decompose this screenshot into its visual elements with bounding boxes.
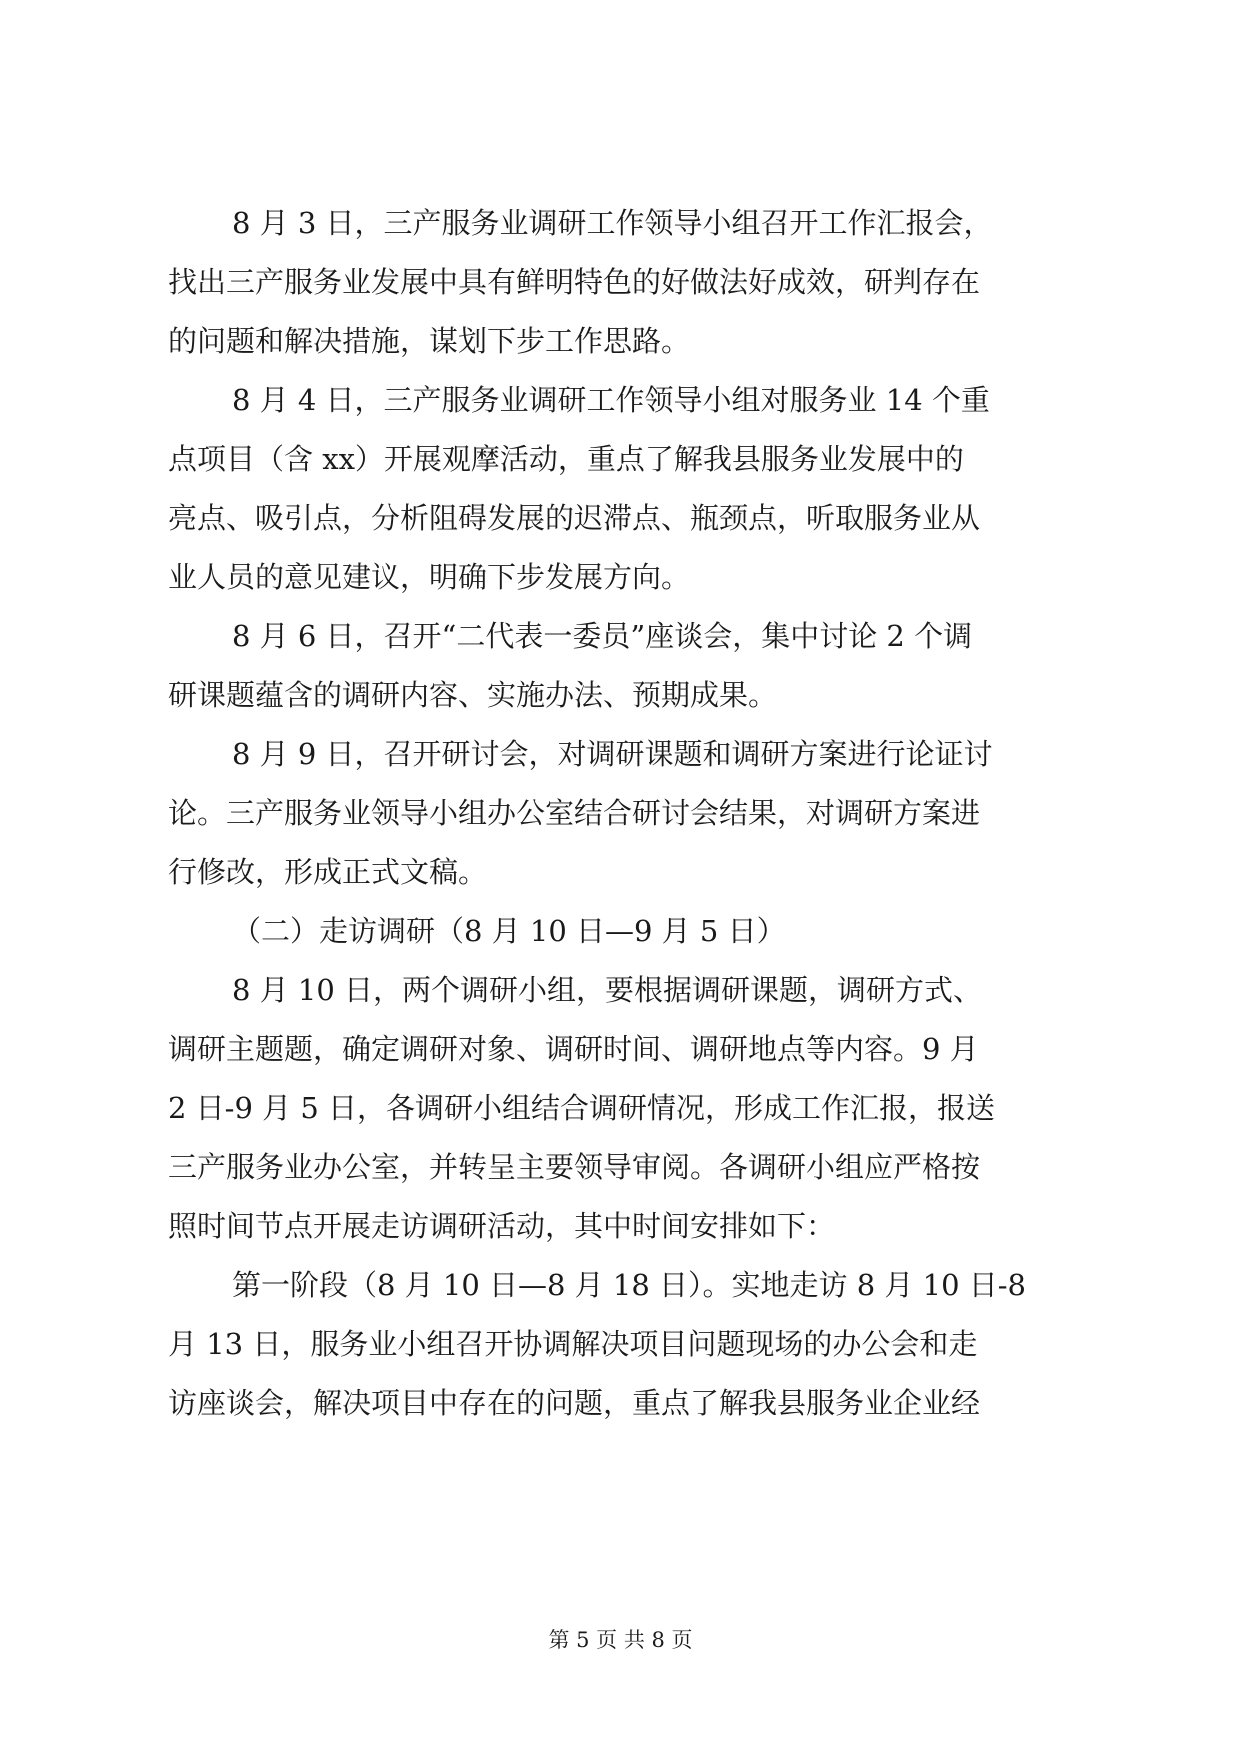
page-footer: 第 5 页 共 8 页 <box>548 1628 693 1652</box>
text-line: 调研主题题，确定调研对象、调研时间、调研地点等内容。9 月 <box>168 1032 979 1066</box>
section-heading: （二）走访调研（8 月 10 日—9 月 5 日） <box>232 914 786 948</box>
text-line: 8 月 4 日，三产服务业调研工作领导小组对服务业 14 个重 <box>232 383 990 417</box>
text-line: 月 13 日，服务业小组召开协调解决项目问题现场的办公会和走 <box>168 1327 978 1361</box>
text-line: 三产服务业办公室，并转呈主要领导审阅。各调研小组应严格按 <box>168 1150 981 1184</box>
text-line: 8 月 3 日，三产服务业调研工作领导小组召开工作汇报会， <box>232 206 993 240</box>
text-line: 亮点、吸引点，分析阻碍发展的迟滞点、瓶颈点，听取服务业从 <box>168 501 981 535</box>
text-line: 8 月 10 日，两个调研小组，要根据调研课题，调研方式、 <box>232 973 983 1007</box>
text-line: 业人员的意见建议，明确下步发展方向。 <box>168 560 691 594</box>
text-line: 论。三产服务业领导小组办公室结合研讨会结果，对调研方案进 <box>168 796 981 830</box>
text-line: 访座谈会，解决项目中存在的问题，重点了解我县服务业企业经 <box>168 1386 981 1420</box>
text-line: 第一阶段（8 月 10 日—8 月 18 日）。实地走访 8 月 10 日-8 <box>232 1268 1026 1302</box>
text-line: 找出三产服务业发展中具有鲜明特色的好做法好成效，研判存在 <box>168 265 981 299</box>
text-line: 照时间节点开展走访调研活动，其中时间安排如下： <box>168 1209 836 1243</box>
text-line: 研课题蕴含的调研内容、实施办法、预期成果。 <box>168 678 778 712</box>
text-line: 2 日-9 月 5 日，各调研小组结合调研情况，形成工作汇报，报送 <box>168 1091 996 1125</box>
text-line: 8 月 6 日，召开“二代表一委员”座谈会，集中讨论 2 个调 <box>232 619 973 653</box>
text-line: 行修改，形成正式文稿。 <box>168 855 488 889</box>
text-line: 点项目（含 xx）开展观摩活动，重点了解我县服务业发展中的 <box>168 442 964 476</box>
text-line: 的问题和解决措施，谋划下步工作思路。 <box>168 324 691 358</box>
text-line: 8 月 9 日，召开研讨会，对调研课题和调研方案进行论证讨 <box>232 737 993 771</box>
